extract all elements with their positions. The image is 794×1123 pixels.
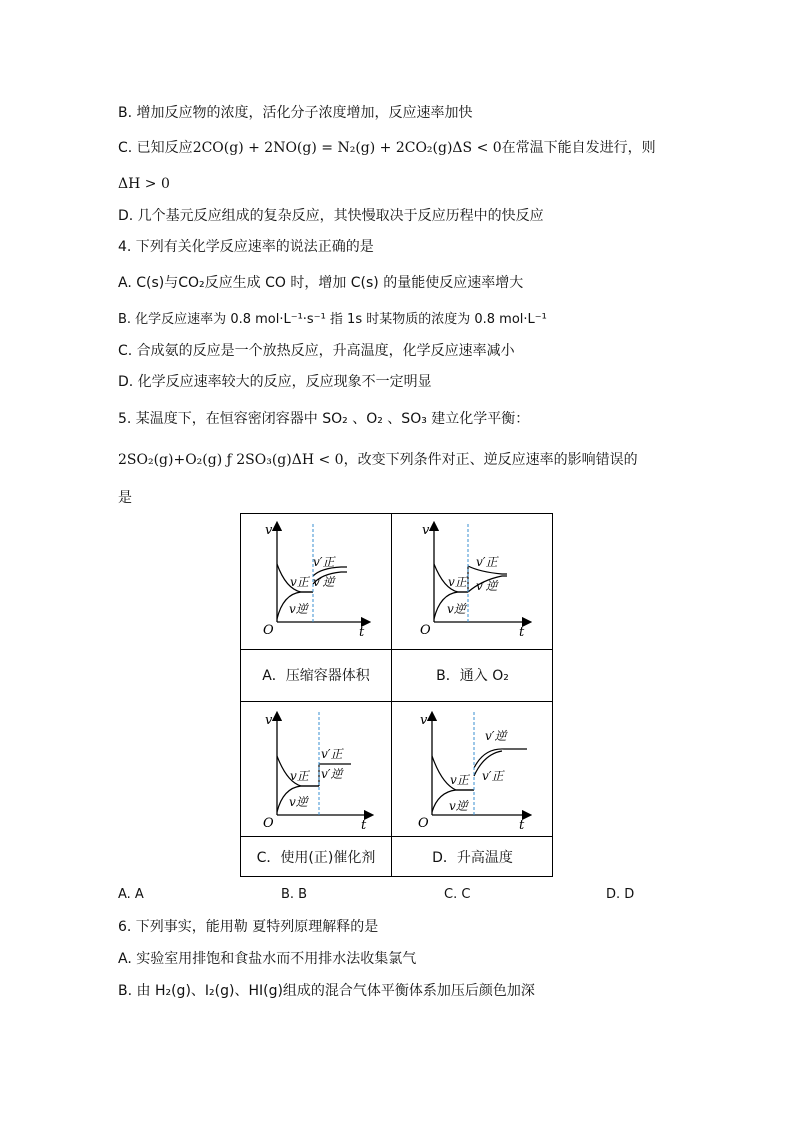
graph-a-axis-t: t [359,625,365,640]
graph-d-axis-t: t [519,818,525,833]
choice-d: D. D [606,887,635,902]
question-5-equation-line [118,450,638,470]
graph-b-label-vrev: v逆 [447,602,466,616]
option-4c: C. 合成氨的反应是一个放热反应，升高温度，化学反应速率减小 [118,343,515,359]
graph-b [392,514,553,649]
question-6: 6. 下列事实，能用勒 夏特列原理解释的是 [118,919,379,935]
option-3c-equation: 2CO(g) + 2NO(g) = N₂(g) + 2CO₂(g)ΔS < 0 [192,140,502,156]
graph-d [392,702,553,836]
option-3c-tail: ΔH > 0 [118,176,170,192]
option-3c-post: 在常温下能自发进行，则 [501,140,656,156]
choice-a: A. A [118,887,144,902]
question-5-post: ，改变下列条件对正、逆反应速率的影响错误的 [343,452,638,468]
option-6a: A. 实验室用排饱和食盐水而不用排水法收集氯气 [118,951,417,967]
graph-b-label-vfwd-p: v′正 [476,555,498,569]
graph-d-origin: O [418,816,429,831]
graph-b-label-vfwd: v正 [448,575,467,589]
graph-c-axis-t: t [361,818,367,833]
question-4: 4. 下列有关化学反应速率的说法正确的是 [118,239,374,255]
choice-b: B. B [281,887,308,902]
option-4b: B. 化学反应速率为 0.8 mol·L⁻¹·s⁻¹ 指 1s 时某物质的浓度为 0.8 mol·L⁻¹ [118,312,547,327]
option-6b: B. 由 H₂(g)、I₂(g)、HI(g)组成的混合气体平衡体系加压后颜色加深 [118,983,535,999]
choice-c: C. C [444,887,471,902]
option-4a: A. C(s)与CO₂反应生成 CO 时，增加 C(s) 的量能使反应速率增大 [118,275,524,291]
graph-a-label-vrev-p: v′逆 [313,575,335,589]
graph-c-origin: O [263,816,274,831]
graph-d-label-vfwd: v正 [450,773,469,787]
graph-a-origin: O [263,623,274,638]
graph-d-label-vrev-p: v′逆 [485,729,507,743]
question-5: 5. 某温度下，在恒容密闭容器中 SO₂ 、O₂ 、SO₃ 建立化学平衡： [118,411,530,427]
graph-b-origin: O [420,623,431,638]
graph-c [241,702,391,836]
graph-a-label-vfwd-p: v′正 [313,555,335,569]
grid-divider-h3 [241,836,552,837]
graph-b-axis-v: v [422,523,430,538]
caption-d: D．升高温度 [432,850,513,866]
graph-a [241,514,391,649]
grid-divider-h1 [241,649,552,650]
graph-c-label-vrev-p: v′逆 [321,767,343,781]
caption-a: A．压缩容器体积 [262,668,370,684]
option-3b: B. 增加反应物的浓度，活化分子浓度增加，反应速率加快 [118,105,473,121]
graph-b-label-vrev-p: v′逆 [476,579,498,593]
graph-a-label-vrev: v逆 [289,602,308,616]
option-3d: D. 几个基元反应组成的复杂反应，其快慢取决于反应历程中的快反应 [118,208,544,224]
graph-grid [240,513,553,877]
graph-c-axis-v: v [265,713,273,728]
caption-c: C．使用(正)催化剂 [256,850,376,866]
graph-b-axis-t: t [519,625,525,640]
option-3c [118,138,656,158]
graph-d-label-vfwd-p: v′正 [482,769,504,783]
graph-a-axis-v: v [265,523,273,538]
graph-c-label-vfwd-p: v′正 [321,747,343,761]
graph-c-label-vfwd: v正 [290,769,309,783]
question-5-tail: 是 [118,490,132,506]
graph-c-label-vrev: v逆 [289,795,308,809]
graph-d-axis-v: v [420,713,428,728]
caption-b: B．通入 O₂ [436,668,509,684]
graph-a-label-vfwd: v正 [290,575,309,589]
graph-d-label-vrev: v逆 [449,799,468,813]
question-5-equation: 2SO₂(g)+O₂(g) ƒ 2SO₃(g)ΔH < 0 [118,452,344,468]
option-4d: D. 化学反应速率较大的反应，反应现象不一定明显 [118,374,432,390]
option-3c-pre: C. 已知反应 [118,140,193,156]
